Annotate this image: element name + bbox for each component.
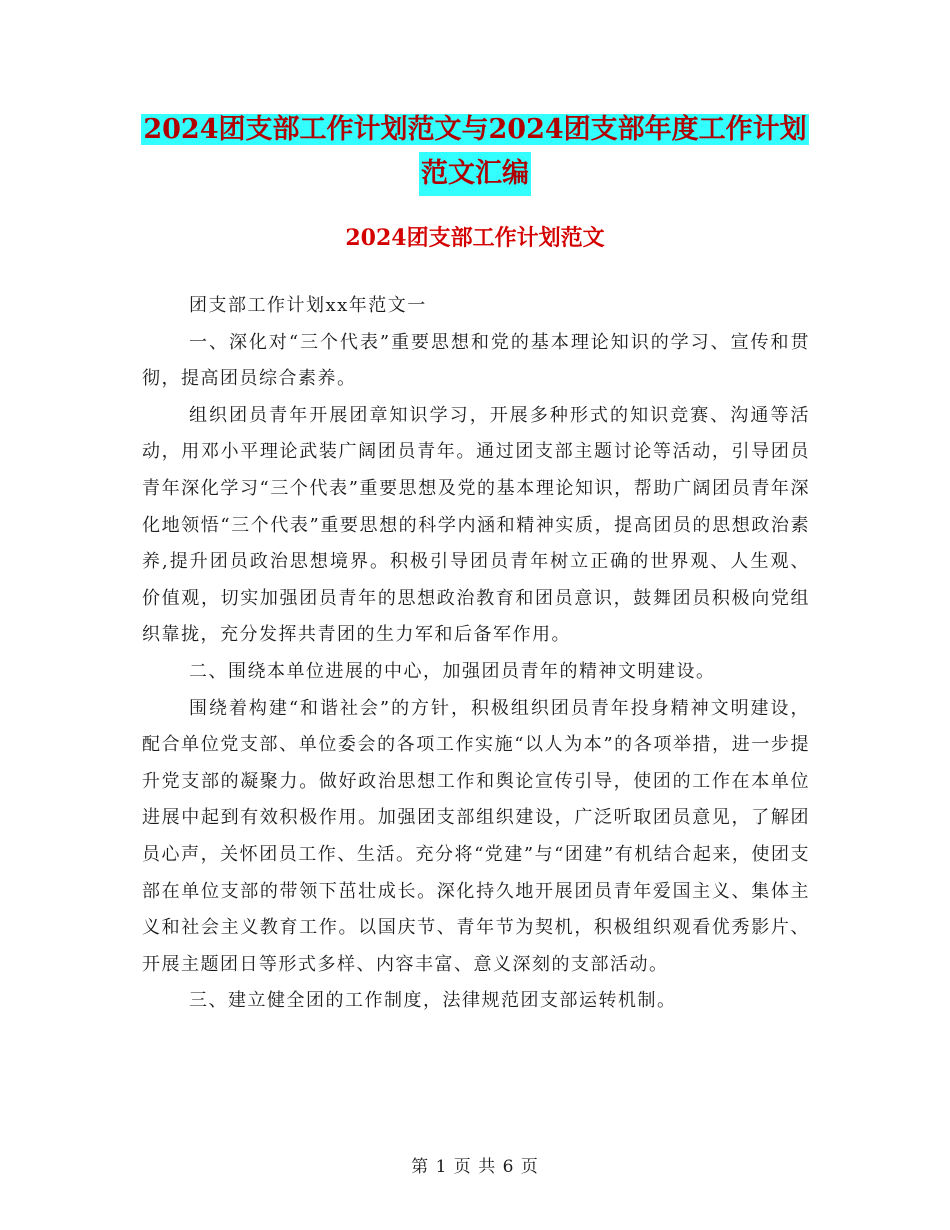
paragraph: 二、围绕本单位进展的中心，加强团员青年的精神文明建设。 (189, 660, 716, 682)
title-line-2: 范文汇编 (419, 152, 531, 196)
paragraph: 三、建立健全团的工作制度，法律规范团支部运转机制。 (189, 990, 677, 1012)
title-line-1: 2024团支部工作计划范文与2024团支部年度工作计划 (143, 114, 807, 145)
paragraph: 一、深化对“三个代表”重要思想和党的基本理论知识的学习、宣传和贯彻，提高团员综合素养。 (142, 331, 810, 390)
paragraph: 团支部工作计划xx年范文一 (189, 295, 427, 316)
section-heading: 2024团支部工作计划范文 (345, 225, 605, 251)
paragraph: 组织团员青年开展团章知识学习，开展多种形式的知识竞赛、沟通等活动，用邓小平理论武装广阔团员青年。通过团支部主题讨论等活动，引导团员青年深化学习“三个代表”重要思想及党的基本理论知识，帮助广阔团员青年深化地领悟“三个代表”重要思想的科学内涵和精神实质，提高团员的思想政治素养,提升团员政治思想境界。积极引导团员青年树立正确的世界观、人生观、价值观，切实加强团员青年的思想政治教育和团员意识，鼓舞团员积极向党组织靠拢，充分发挥共青团的生力军和后备军作用。 (142, 404, 810, 646)
document-body (142, 288, 810, 1020)
document-title (0, 108, 950, 196)
paragraph: 围绕着构建“和谐社会”的方针，积极组织团员青年投身精神文明建设，配合单位党支部、单位委会的各项工作实施“以人为本”的各项举措，进一步提升党支部的凝聚力。做好政治思想工作和舆论宣传引导，使团的工作在本单位进展中起到有效积极作用。加强团支部组织建设，广泛听取团员意见，了解团员心声，关怀团员工作、生活。充分将“党建”与“团建”有机结合起来，使团支部在单位支部的带领下茁壮成长。深化持久地开展团员青年爱国主义、集体主义和社会主义教育工作。以国庆节、青年节为契机，积极组织观看优秀影片、开展主题团日等形式多样、内容丰富、意义深刻的支部活动。 (142, 697, 810, 975)
page-footer: 第 1 页 共 6 页 (411, 1157, 539, 1177)
